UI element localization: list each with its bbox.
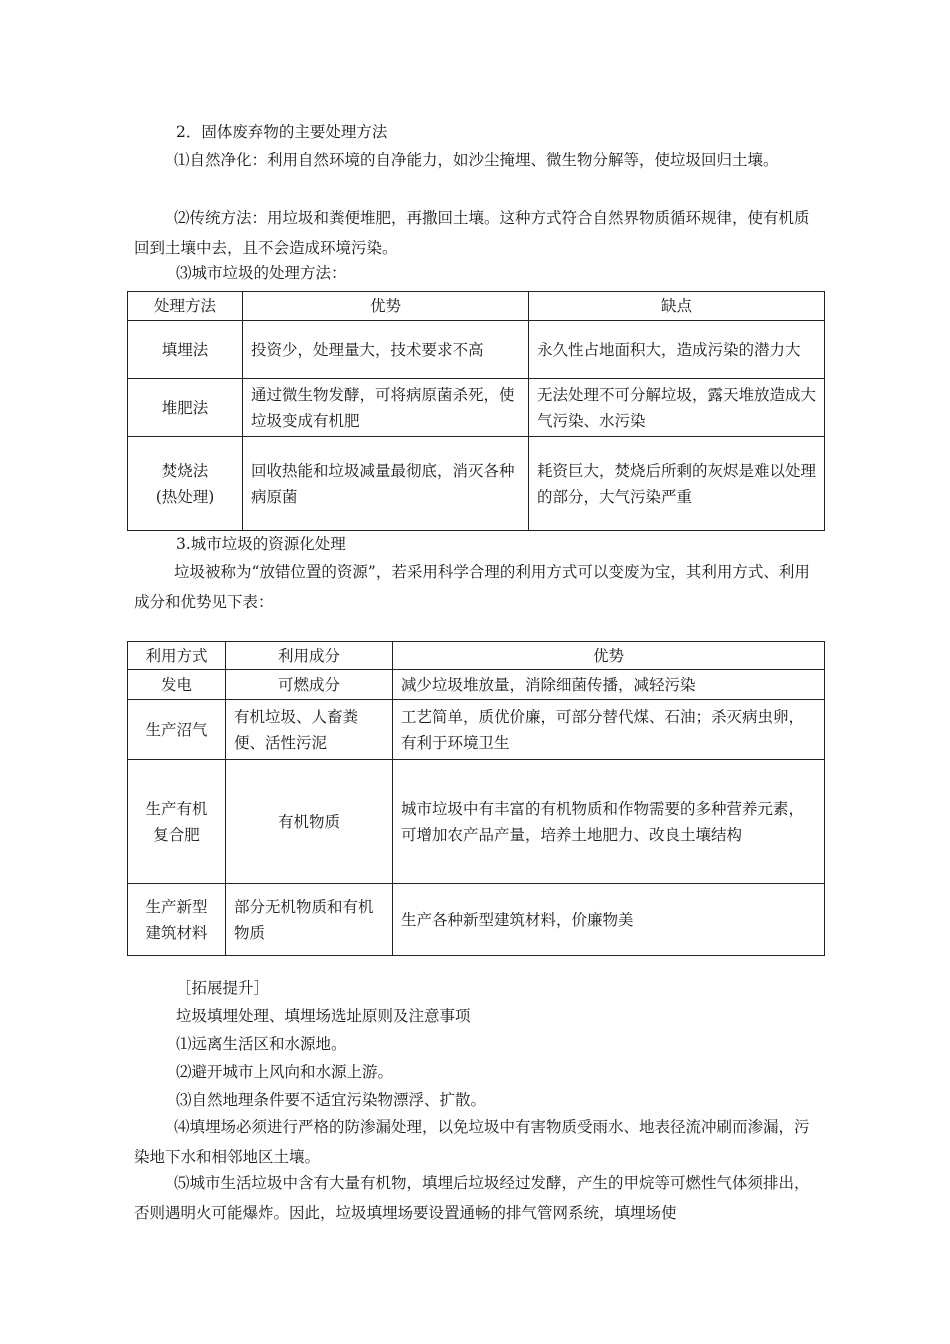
advantage-cell: 城市垃圾中有丰富的有机物质和作物需要的多种营养元素，可增加农产品产量，培养土地肥力、改良土壤结构 [393,760,825,884]
component-cell: 有机物质 [226,760,393,884]
component-cell: 可燃成分 [226,670,393,700]
column-header: 利用成分 [226,642,393,670]
column-header: 缺点 [529,292,825,321]
section-2-heading: 2．固体废弃物的主要处理方法 [176,123,388,141]
column-header: 优势 [243,292,529,321]
table-row [128,700,825,760]
principle-3: ⑶自然地理条件要不适宜污染物漂浮、扩散。 [176,1091,487,1109]
treatment-methods-table [127,291,825,531]
table-row [128,760,825,884]
way-cell: 生产沼气 [128,700,226,760]
resource-use-table [127,641,825,956]
method-name: 填埋法 [161,340,209,359]
advantage-cell: 工艺简单，质优价廉，可部分替代煤、石油；杀灭病虫卵，有利于环境卫生 [393,700,825,760]
column-header: 优势 [393,642,825,670]
disadvantage-cell: 无法处理不可分解垃圾，露天堆放造成大气污染、水污染 [529,379,825,437]
advantage-cell: 减少垃圾堆放量，消除细菌传播，减轻污染 [393,670,825,700]
way-cell: 生产有机复合肥 [128,760,226,884]
extension-title: 垃圾填埋处理、填埋场选址原则及注意事项 [176,1007,471,1025]
component-cell: 部分无机物质和有机物质 [226,884,393,956]
column-header: 利用方式 [128,642,226,670]
disadvantage-cell: 永久性占地面积大，造成污染的潜力大 [529,321,825,379]
advantage-cell: 回收热能和垃圾减量最彻底，消灭各种病原菌 [243,437,529,531]
advantage-cell: 生产各种新型建筑材料，价廉物美 [393,884,825,956]
method-natural-purification: ⑴自然净化：利用自然环境的自净能力，如沙尘掩埋、微生物分解等，使垃圾回归土壤。 [174,151,779,169]
table-row [128,437,825,531]
method-note: (热处理) [155,487,215,506]
way-cell: 发电 [128,670,226,700]
advantage-cell: 投资少，处理量大，技术要求不高 [243,321,529,379]
table-header-row [128,292,825,321]
table-row [128,321,825,379]
method-traditional: ⑵传统方法：用垃圾和粪便堆肥，再撒回土壤。这种方式符合自然界物质循环规律，使有机质回到土壤中去，且不会造成环境污染。 [134,209,810,257]
principle-4: ⑷填埋场必须进行严格的防渗漏处理，以免垃圾中有害物质受雨水、地表径流冲刷而渗漏，污染地下水和相邻地区土壤。 [134,1118,810,1166]
method-cell [128,437,243,531]
column-header: 处理方法 [128,292,243,321]
method-name: 堆肥法 [161,398,209,417]
method-name: 焚烧法 [161,461,209,480]
method-cell [128,321,243,379]
advantage-cell: 通过微生物发酵，可将病原菌杀死，使垃圾变成有机肥 [243,379,529,437]
method-cell [128,379,243,437]
section-3-heading: 3.城市垃圾的资源化处理 [176,535,346,553]
way-cell: 生产新型建筑材料 [128,884,226,956]
method-urban-garbage: ⑶城市垃圾的处理方法： [176,264,347,282]
table-row [128,379,825,437]
principle-1: ⑴远离生活区和水源地。 [176,1035,347,1053]
table-row [128,884,825,956]
table-row [128,670,825,700]
extension-tag: ［拓展提升］ [176,979,270,997]
principle-5: ⑸城市生活垃圾中含有大量有机物，填埋后垃圾经过发酵，产生的甲烷等可燃性气体须排出，否则遇明火可能爆炸。因此，垃圾填埋场要设置通畅的排气管网系统，填埋场使 [134,1174,810,1222]
principle-2: ⑵避开城市上风向和水源上游。 [176,1063,394,1081]
disadvantage-cell: 耗资巨大，焚烧后所剩的灰烬是难以处理的部分，大气污染严重 [529,437,825,531]
table-header-row [128,642,825,670]
section-3-intro: 垃圾被称为“放错位置的资源”，若采用科学合理的利用方式可以变废为宝，其利用方式、利用成分和优势见下表： [134,563,810,611]
component-cell: 有机垃圾、人畜粪便、活性污泥 [226,700,393,760]
